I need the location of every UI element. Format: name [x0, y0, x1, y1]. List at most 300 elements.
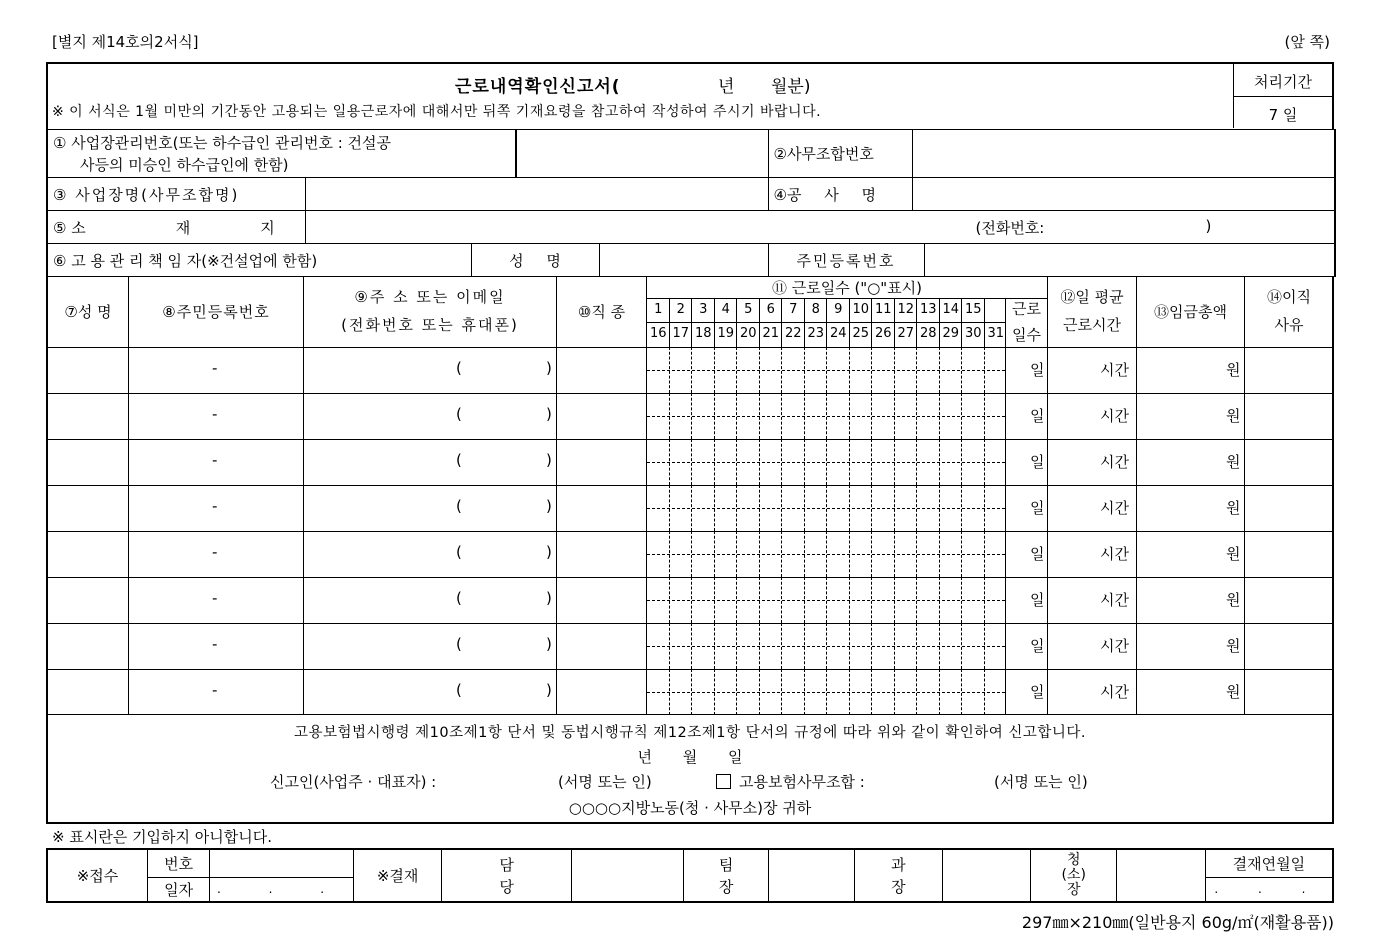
day-cell-divider	[916, 531, 917, 577]
processing-period-label: 처리기간	[1254, 73, 1312, 91]
hour-unit: 시간	[1100, 591, 1129, 609]
processing-period-value: 7 일	[1268, 106, 1298, 124]
day-cell-divider	[849, 531, 850, 577]
day-cell-divider	[804, 439, 805, 485]
day-cell-divider	[961, 393, 962, 439]
divider	[961, 323, 962, 347]
day-number: 30	[964, 326, 982, 341]
paren-close: )	[546, 589, 552, 607]
day-cell-divider	[939, 531, 940, 577]
paper-spec: 297㎜×210㎜(일반용지 60g/㎡(재활용품))	[1021, 913, 1334, 932]
divider	[736, 299, 737, 323]
manager-name-input[interactable]	[599, 244, 768, 277]
staff-label: 담 당	[442, 849, 572, 902]
divider	[939, 299, 940, 323]
day-cell-divider	[759, 393, 760, 439]
divider	[939, 323, 940, 347]
hour-unit: 시간	[1100, 637, 1129, 655]
day-cell-divider	[961, 439, 962, 485]
day-cell-divider	[714, 669, 715, 715]
day-cell-divider	[736, 485, 737, 531]
day-number: 26	[874, 326, 892, 341]
col-leave-reason-l2: 사유	[1274, 316, 1304, 334]
day-number: 25	[852, 326, 870, 341]
col-avg-hours-l2: 근로시간	[1063, 316, 1121, 334]
day-cell-divider	[691, 669, 692, 715]
won-unit: 원	[1226, 683, 1241, 701]
day-cell-divider	[669, 485, 670, 531]
day-cell-divider	[916, 393, 917, 439]
day-cell-divider	[916, 577, 917, 623]
day-cell-divider	[826, 623, 827, 669]
day-number: 14	[942, 302, 960, 317]
day-cell-divider	[871, 393, 872, 439]
day-cell-divider	[804, 577, 805, 623]
team-leader-label: 팀 장	[684, 849, 768, 902]
day-cell-divider	[894, 531, 895, 577]
divider	[894, 299, 895, 323]
divider	[1233, 96, 1332, 97]
day-cell-divider	[894, 669, 895, 715]
won-unit: 원	[1226, 407, 1241, 425]
day-cell-divider	[804, 669, 805, 715]
divider	[826, 323, 827, 347]
day-cell-divider	[691, 577, 692, 623]
rrn-dash: -	[212, 497, 218, 515]
hour-unit: 시간	[1100, 683, 1129, 701]
day-cell-divider	[894, 577, 895, 623]
header-fields-table	[46, 129, 1336, 178]
day-cell-divider	[894, 439, 895, 485]
divider	[984, 323, 985, 347]
paren-open: (	[456, 359, 462, 377]
day-number: 12	[897, 302, 915, 317]
divider	[871, 323, 872, 347]
day-cell-divider	[669, 577, 670, 623]
day-cell-divider	[691, 347, 692, 393]
divider	[804, 299, 805, 323]
location-input[interactable]	[305, 211, 1335, 244]
day-number: 15	[964, 302, 982, 317]
col-leave-reason-l1: ⑭이직	[1267, 288, 1311, 306]
day-number: 9	[834, 302, 843, 317]
paren-open: (	[456, 589, 462, 607]
day-unit: 일	[1030, 637, 1045, 655]
day-number: 17	[672, 326, 690, 341]
day-cell-divider	[759, 669, 760, 715]
day-cell-divider	[939, 669, 940, 715]
rrn-dash: -	[212, 405, 218, 423]
divider	[894, 323, 895, 347]
day-cell-divider	[826, 393, 827, 439]
day-cell-divider	[714, 531, 715, 577]
rrn-dash: -	[212, 635, 218, 653]
day-number: 11	[874, 302, 892, 317]
approval-date-label: 결재연월일	[1205, 849, 1333, 877]
day-cell-divider	[939, 393, 940, 439]
day-cell-divider	[871, 439, 872, 485]
day-cell-divider	[781, 485, 782, 531]
manager-name-label: 성 명	[471, 244, 599, 277]
divider	[759, 299, 760, 323]
day-cell-divider	[961, 347, 962, 393]
day-cell-divider	[849, 669, 850, 715]
col-address-l2: (전화번호 또는 휴대폰)	[341, 316, 519, 334]
day-number: 13	[919, 302, 937, 317]
day-cell-divider	[916, 485, 917, 531]
col-workdays-count-l1: 근로	[1012, 300, 1041, 318]
paren-close: )	[546, 405, 552, 423]
divider	[691, 299, 692, 323]
day-cell-divider	[714, 439, 715, 485]
day-cell-divider	[759, 531, 760, 577]
approval-label: ※결재	[353, 849, 441, 902]
employment-manager-label: ⑥ 고 용 관 리 책 임 자(※건설업에 한함)	[47, 244, 471, 277]
day-number: 28	[919, 326, 937, 341]
day-cell-divider	[691, 485, 692, 531]
day-cell-divider	[916, 623, 917, 669]
footer-note: ※ 표시란은 기입하지 아니합니다.	[52, 828, 273, 846]
won-unit: 원	[1226, 499, 1241, 517]
day-number: 6	[766, 302, 775, 317]
day-cell-divider	[984, 347, 985, 393]
day-unit: 일	[1030, 591, 1045, 609]
day-cell-divider	[714, 347, 715, 393]
rrn-dash: -	[212, 681, 218, 699]
phone-close: )	[1205, 217, 1212, 235]
divider	[871, 299, 872, 323]
day-cell-divider	[781, 393, 782, 439]
day-number: 5	[744, 302, 753, 317]
won-unit: 원	[1226, 545, 1241, 563]
reporter-sign: (서명 또는 인)	[558, 773, 652, 791]
day-cell-divider	[736, 669, 737, 715]
paren-open: (	[456, 405, 462, 423]
location-label: ⑤ 소 재 지	[47, 211, 305, 244]
col-workdays: ⑪ 근로일수 ("○"표시)	[771, 279, 923, 297]
manager-rrn-input[interactable]	[924, 244, 1335, 277]
day-number: 2	[676, 302, 685, 317]
day-cell-divider	[714, 485, 715, 531]
day-cell-divider	[871, 485, 872, 531]
biz-name-label: ③ 사업장명(사무조합명)	[47, 178, 305, 211]
day-cell-divider	[781, 531, 782, 577]
day-cell-divider	[714, 623, 715, 669]
day-cell-divider	[961, 623, 962, 669]
paren-open: (	[456, 635, 462, 653]
divider	[826, 299, 827, 323]
address-table	[46, 210, 1336, 244]
col-avg-hours-l1: ⑫일 평균	[1060, 288, 1124, 306]
office-head-sign[interactable]	[1117, 849, 1205, 902]
day-number: 16	[649, 326, 667, 341]
office-head-label: 청 (소) 장	[1031, 849, 1117, 902]
hour-unit: 시간	[1100, 545, 1129, 563]
staff-sign[interactable]	[571, 849, 684, 902]
day-cell-divider	[669, 531, 670, 577]
office-union-number-input[interactable]	[912, 130, 1335, 178]
col-name: ⑦성 명	[64, 303, 112, 321]
paren-open: (	[456, 681, 462, 699]
day-cell-divider	[826, 577, 827, 623]
day-cell-divider	[849, 577, 850, 623]
approval-table	[46, 848, 1334, 903]
divider	[804, 323, 805, 347]
day-cell-divider	[669, 347, 670, 393]
day-number: 10	[852, 302, 870, 317]
day-cell-divider	[916, 347, 917, 393]
section-chief-sign[interactable]	[942, 849, 1030, 902]
receipt-label: ※접수	[47, 849, 147, 902]
form-id: [별지 제14호의2서식]	[52, 33, 199, 51]
divider	[714, 323, 715, 347]
header-fields-table-2	[46, 177, 1336, 211]
day-number: 24	[829, 326, 847, 341]
day-cell-divider	[939, 485, 940, 531]
divider	[691, 323, 692, 347]
won-unit: 원	[1226, 453, 1241, 471]
day-cell-divider	[939, 577, 940, 623]
construction-name-label: ④공 사 명	[768, 178, 912, 211]
day-cell-divider	[669, 669, 670, 715]
divider	[669, 299, 670, 323]
day-unit: 일	[1030, 545, 1045, 563]
paren-close: )	[546, 359, 552, 377]
declaration-date: 년 월 일	[637, 748, 743, 766]
addressee: ○○○○지방노동(청 · 사무소)장 귀하	[568, 799, 812, 817]
day-number: 4	[721, 302, 730, 317]
day-cell-divider	[804, 393, 805, 439]
day-cell-divider	[759, 577, 760, 623]
day-number: 21	[762, 326, 780, 341]
day-cell-divider	[736, 347, 737, 393]
day-cell-divider	[849, 393, 850, 439]
biz-mgmt-number-label: ① 사업장관리번호(또는 하수급인 관리번호 : 건설공 사등의 미승인 하수급인에 한함)	[47, 130, 516, 178]
day-cell-divider	[781, 439, 782, 485]
day-cell-divider	[691, 623, 692, 669]
day-cell-divider	[691, 439, 692, 485]
day-unit: 일	[1030, 361, 1045, 379]
day-cell-divider	[826, 531, 827, 577]
hour-unit: 시간	[1100, 453, 1129, 471]
day-cell-divider	[894, 393, 895, 439]
day-unit: 일	[1030, 499, 1045, 517]
day-number: 20	[739, 326, 757, 341]
day-cell-divider	[714, 393, 715, 439]
day-cell-divider	[984, 485, 985, 531]
day-number: 23	[807, 326, 825, 341]
won-unit: 원	[1226, 637, 1241, 655]
day-cell-divider	[759, 485, 760, 531]
day-cell-divider	[849, 623, 850, 669]
paren-open: (	[456, 543, 462, 561]
day-cell-divider	[871, 669, 872, 715]
divider	[984, 299, 985, 323]
day-cell-divider	[984, 577, 985, 623]
day-cell-divider	[669, 623, 670, 669]
won-unit: 원	[1226, 591, 1241, 609]
divider	[961, 299, 962, 323]
day-cell-divider	[691, 531, 692, 577]
day-cell-divider	[804, 347, 805, 393]
day-cell-divider	[984, 623, 985, 669]
day-cell-divider	[781, 347, 782, 393]
day-cell-divider	[871, 347, 872, 393]
biz-name-input[interactable]	[305, 178, 768, 211]
hour-unit: 시간	[1100, 499, 1129, 517]
divider	[646, 298, 1047, 299]
page-side: (앞 쪽)	[1284, 33, 1330, 51]
number-input[interactable]	[210, 849, 354, 877]
day-cell-divider	[759, 623, 760, 669]
day-cell-divider	[849, 347, 850, 393]
day-number: 22	[784, 326, 802, 341]
day-cell-divider	[984, 669, 985, 715]
divider	[849, 323, 850, 347]
day-cell-divider	[984, 531, 985, 577]
rrn-dash: -	[212, 543, 218, 561]
rrn-dash: -	[212, 359, 218, 377]
day-cell-divider	[871, 531, 872, 577]
day-cell-divider	[736, 393, 737, 439]
paren-close: )	[546, 681, 552, 699]
day-cell-divider	[826, 439, 827, 485]
day-cell-divider	[984, 439, 985, 485]
team-leader-sign[interactable]	[768, 849, 854, 902]
construction-name-input[interactable]	[912, 178, 1335, 211]
divider	[781, 299, 782, 323]
day-cell-divider	[691, 393, 692, 439]
form-title: 근로내역확인신고서(	[455, 77, 621, 97]
declaration-text: 고용보험법시행령 제10조제1항 단서 및 동법시행규칙 제12조제1항 단서의 규정에 따라 위와 같이 확인하여 신고합니다.	[293, 725, 1087, 741]
col-address-l1: ⑨주 소 또는 이메일	[354, 288, 506, 306]
number-label: 번호	[147, 849, 209, 877]
day-cell-divider	[961, 485, 962, 531]
day-cell-divider	[781, 623, 782, 669]
day-cell-divider	[804, 531, 805, 577]
reporter-label: 신고인(사업주 · 대표자) :	[270, 773, 437, 791]
paren-open: (	[456, 497, 462, 515]
day-cell-divider	[804, 485, 805, 531]
day-cell-divider	[916, 669, 917, 715]
divider	[916, 323, 917, 347]
date-label: 일자	[147, 877, 209, 902]
col-job: ⑩직 종	[577, 303, 626, 321]
day-cell-divider	[984, 393, 985, 439]
paren-close: )	[546, 635, 552, 653]
title-month: 월분)	[771, 77, 811, 97]
day-cell-divider	[916, 439, 917, 485]
won-unit: 원	[1226, 361, 1241, 379]
manager-table	[46, 243, 1336, 277]
day-cell-divider	[736, 439, 737, 485]
hour-unit: 시간	[1100, 361, 1129, 379]
col-total-wage: ⑬임금총액	[1154, 303, 1227, 321]
col-workdays-count-l2: 일수	[1012, 326, 1041, 344]
day-cell-divider	[826, 669, 827, 715]
day-cell-divider	[849, 485, 850, 531]
paren-close: )	[546, 543, 552, 561]
day-number: 18	[694, 326, 712, 341]
day-unit: 일	[1030, 407, 1045, 425]
day-cell-divider	[939, 623, 940, 669]
col-rrn: ⑧주민등록번호	[162, 303, 270, 321]
day-cell-divider	[871, 623, 872, 669]
paren-close: )	[546, 497, 552, 515]
day-cell-divider	[714, 577, 715, 623]
day-cell-divider	[849, 439, 850, 485]
date-input[interactable]: . . .	[210, 877, 354, 902]
day-cell-divider	[669, 439, 670, 485]
form-notice: ※ 이 서식은 1월 미만의 기간동안 고용되는 일용근로자에 대해서만 뒤쪽 기재요령을 참고하여 작성하여 주시기 바랍니다.	[52, 104, 822, 120]
day-cell-divider	[759, 347, 760, 393]
day-cell-divider	[939, 347, 940, 393]
day-cell-divider	[804, 623, 805, 669]
divider	[669, 323, 670, 347]
day-cell-divider	[669, 393, 670, 439]
day-number: 27	[897, 326, 915, 341]
day-cell-divider	[894, 623, 895, 669]
day-cell-divider	[781, 669, 782, 715]
approval-date-input[interactable]: . . .	[1205, 877, 1333, 902]
day-cell-divider	[736, 623, 737, 669]
day-number: 3	[699, 302, 708, 317]
day-number: 8	[811, 302, 820, 317]
divider	[714, 299, 715, 323]
day-unit: 일	[1030, 683, 1045, 701]
union-checkbox[interactable]	[716, 774, 731, 789]
hour-unit: 시간	[1100, 407, 1129, 425]
day-cell-divider	[781, 577, 782, 623]
day-number: 29	[942, 326, 960, 341]
section-chief-label: 과 장	[855, 849, 942, 902]
manager-rrn-label: 주민등록번호	[768, 244, 924, 277]
day-cell-divider	[736, 577, 737, 623]
day-cell-divider	[961, 669, 962, 715]
day-cell-divider	[736, 531, 737, 577]
day-cell-divider	[826, 485, 827, 531]
biz-mgmt-number-input[interactable]	[516, 130, 768, 178]
rrn-dash: -	[212, 589, 218, 607]
union-label: 고용보험사무조합 :	[739, 773, 865, 791]
day-cell-divider	[759, 439, 760, 485]
paren-open: (	[456, 451, 462, 469]
divider	[781, 323, 782, 347]
day-number: 7	[789, 302, 798, 317]
day-number: 19	[717, 326, 735, 341]
day-cell-divider	[939, 439, 940, 485]
day-number: 31	[987, 326, 1005, 341]
office-union-number-label: ②사무조합번호	[768, 130, 912, 178]
divider	[759, 323, 760, 347]
day-number: 1	[654, 302, 663, 317]
divider	[916, 299, 917, 323]
day-cell-divider	[894, 485, 895, 531]
day-cell-divider	[894, 347, 895, 393]
title-year: 년	[718, 77, 735, 97]
paren-close: )	[546, 451, 552, 469]
divider	[736, 323, 737, 347]
union-sign: (서명 또는 인)	[994, 773, 1088, 791]
divider	[849, 299, 850, 323]
rrn-dash: -	[212, 451, 218, 469]
day-unit: 일	[1030, 453, 1045, 471]
day-cell-divider	[961, 577, 962, 623]
phone-label: (전화번호:	[975, 219, 1045, 237]
day-cell-divider	[826, 347, 827, 393]
day-cell-divider	[871, 577, 872, 623]
day-cell-divider	[961, 531, 962, 577]
